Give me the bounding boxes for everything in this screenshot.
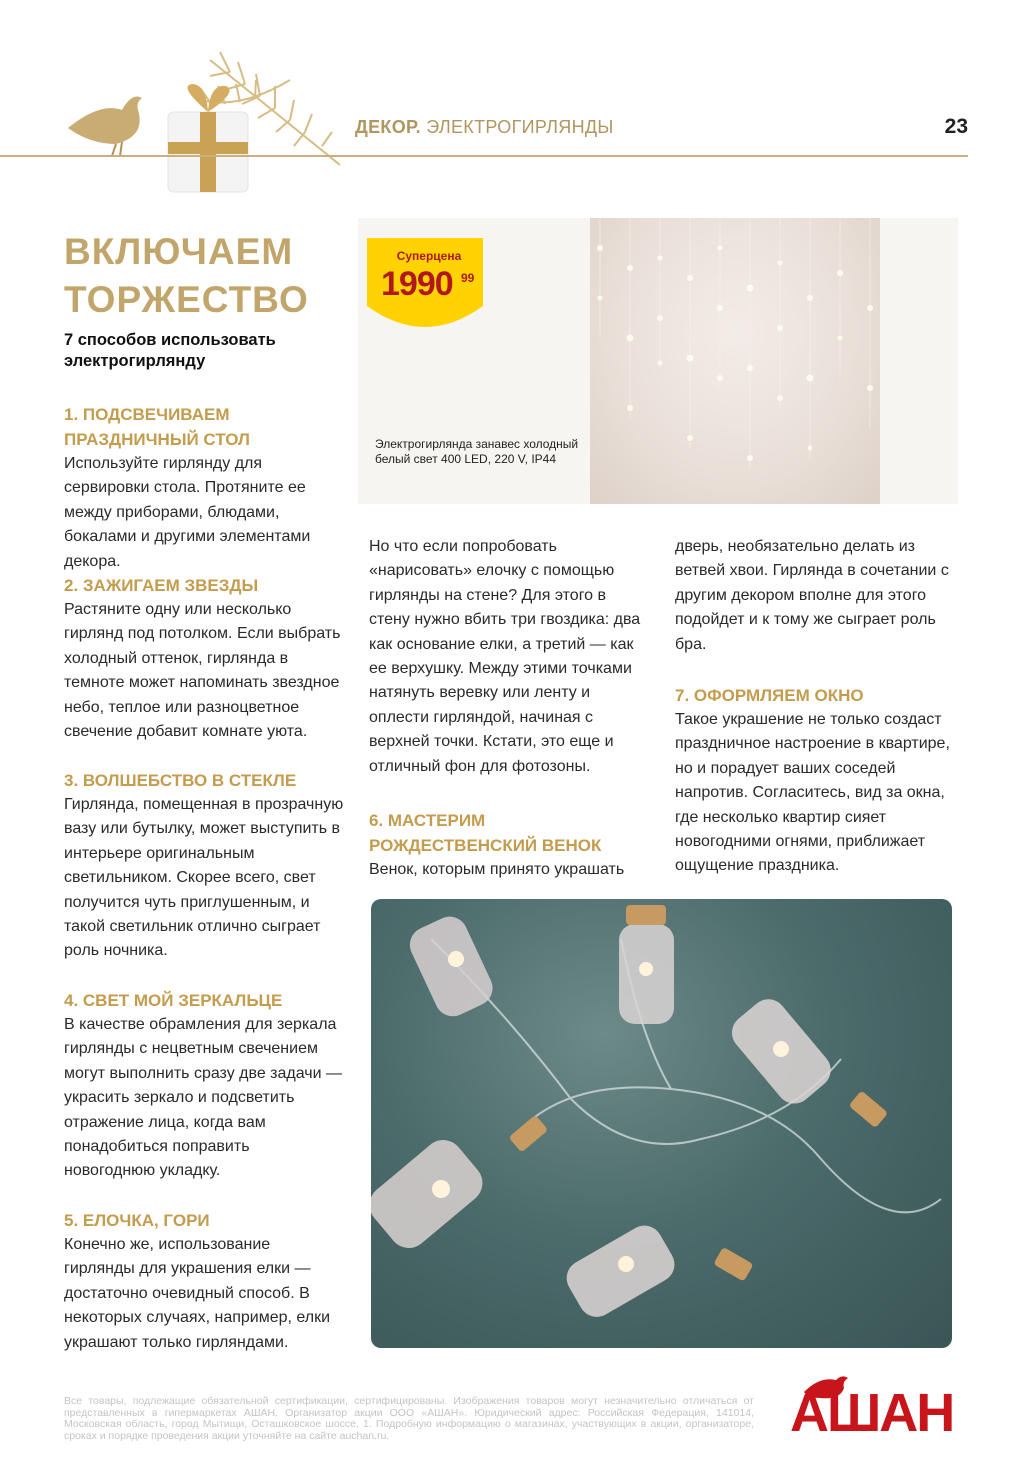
auchan-logo: АШАН bbox=[790, 1383, 954, 1443]
method-6 bbox=[369, 808, 647, 882]
method-3 bbox=[64, 768, 344, 964]
method-6-continued: дверь, необязательно делать из ветвей хвои. Гирлянда в сочетании с другим декором вполне для этого подойдет и к тому же сыграет роль бра. bbox=[675, 538, 949, 653]
section-title: ДЕКОР. ЭЛЕКТРОГИРЛЯНДЫ bbox=[355, 117, 614, 137]
christmas-decoration-illustration bbox=[60, 40, 360, 200]
method-7 bbox=[675, 683, 953, 879]
method-text: Растяните одну или несколько гирлянд под потолком. Если выбрать холодный оттенок, гирлянда в темноте может напоминать звездное небо, теплое или разноцветное свечение добавит комнате уюта. bbox=[64, 601, 341, 741]
photo-bottle-garland bbox=[371, 899, 952, 1348]
method-2 bbox=[64, 573, 344, 744]
price-cents: 99 bbox=[461, 271, 475, 285]
method-heading: 3. ВОЛШЕБСТВО В СТЕКЛЕ bbox=[64, 771, 297, 790]
article-subtitle: 7 способов использовать электрогирлянду bbox=[64, 331, 276, 370]
method-text: Конечно же, использование гирлянды для украшения елки — достаточно очевидный способ. В некоторых случаях, например, елки украшают только гирляндами. bbox=[64, 1236, 331, 1351]
method-heading: 4. СВЕТ МОЙ ЗЕРКАЛЬЦЕ bbox=[64, 991, 283, 1010]
method-text: Гирлянда, помещенная в прозрачную вазу или бутылку, может выступить в интерьере оригинальным светильником. Скорее всего, свет получится чуть приглушенным, и такой светильник отлично сыграет роль ночника. bbox=[64, 796, 344, 960]
method-heading: 2. ЗАЖИГАЕМ ЗВЕЗДЫ bbox=[64, 576, 259, 595]
method-text: В качестве обрамления для зеркала гирлянды с нецветным свечением могут выполнить сразу две задачи — украсить зеркало и подсветить отражение лица, когда вам понадобиться поправить новогоднюю укладку. bbox=[64, 1016, 342, 1180]
price-badge-label: Суперцена bbox=[396, 249, 462, 263]
price-main: 1990 bbox=[381, 265, 453, 303]
header-divider bbox=[0, 155, 968, 157]
legal-disclaimer: Все товары, подлежащие обязательной сертификации, сертифицированы. Изображения товаров могут незначительно отличаться от представленных в гипермаркетах АШАН. Организатор акции ООО «АШАН». Юридический адрес: Российская Федерация, 141014, Московская область, город Мытищи, Осташковское шоссе, 1. Подробную информацию о магазинах, участвующих в акции, организаторе, сроках и порядке проведения акции уточняйте на сайте auchan.ru. bbox=[64, 1395, 754, 1442]
method-1 bbox=[64, 402, 344, 574]
article-title: ВКЛЮЧАЕМ ТОРЖЕСТВО bbox=[64, 231, 309, 320]
bottle-garland-illustration bbox=[371, 899, 952, 1348]
method-heading: 5. ЕЛОЧКА, ГОРИ bbox=[64, 1211, 210, 1230]
method-5-continued: Но что если попробовать «нарисовать» елочку с помощью гирлянды на стене? Для этого в стену нужно вбить три гвоздика: два как основание елки, а третий — как ее верхушку. Между этими точками натянуть веревку или ленту и оплести гирляндой, начиная с верхней точки. Кстати, это еще и отличный фон для фотозоны. bbox=[369, 538, 641, 775]
method-text: Используйте гирлянду для сервировки стола. Протяните ее между приборами, блюдами, бокалами и другими элементами декора. bbox=[64, 455, 311, 570]
method-heading: 6. МАСТЕРИМ РОЖДЕСТВЕНСКИЙ ВЕНОК bbox=[369, 811, 602, 855]
page-number: 23 bbox=[944, 115, 968, 138]
method-heading: 7. ОФОРМЛЯЕМ ОКНО bbox=[675, 686, 864, 705]
product-image-curtain-lights bbox=[590, 218, 880, 504]
curtain-lights-illustration bbox=[590, 218, 880, 504]
product-caption: Электрогирлянда занавес холодный белый свет 400 LED, 220 V, IP44 bbox=[375, 437, 579, 466]
method-4 bbox=[64, 988, 344, 1184]
method-text: Венок, которым принято украшать bbox=[369, 861, 625, 878]
method-heading: 1. ПОДСВЕЧИВАЕМ ПРАЗДНИЧНЫЙ СТОЛ bbox=[64, 405, 250, 449]
method-text: Такое украшение не только создаст праздничное настроение в квартире, но и порадует ваших соседей напротив. Согласитесь, вид за окна, где несколько квартир сияет новогодними огнями, приближает ощущение праздника. bbox=[675, 711, 950, 875]
method-5 bbox=[64, 1208, 344, 1355]
